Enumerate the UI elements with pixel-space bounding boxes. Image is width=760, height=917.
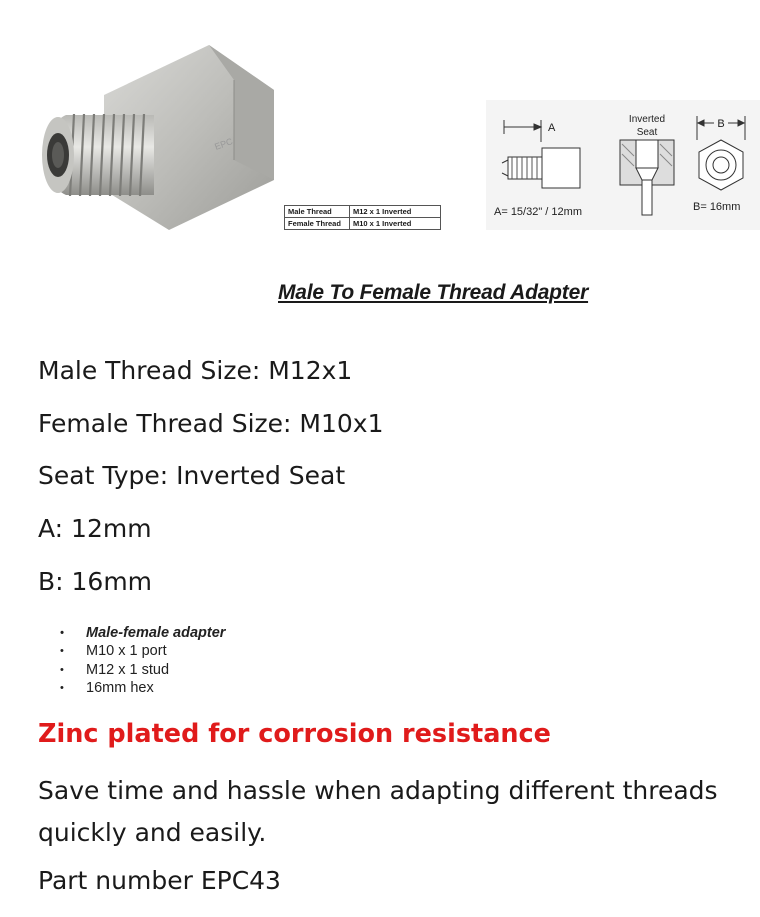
b-value: B= 16mm — [693, 201, 741, 213]
female-thread-spec: Female Thread Size: M10x1 — [38, 409, 384, 438]
table-row — [285, 206, 441, 218]
list-item: • M12 x 1 stud — [60, 661, 225, 679]
a-label: A — [548, 122, 556, 134]
a-value: A= 15/32" / 12mm — [494, 206, 582, 218]
side-view-icon — [502, 148, 580, 188]
feature-list — [60, 624, 225, 697]
male-thread-spec: Male Thread Size: M12x1 — [38, 356, 353, 385]
list-item: • 16mm hex — [60, 679, 225, 697]
thread-spec-table — [284, 205, 441, 230]
description-text: Save time and hassle when adapting different threads quickly and easily. — [38, 776, 718, 847]
adapter-photo — [34, 40, 284, 235]
seat-label-line1: Inverted — [628, 114, 666, 125]
dimension-diagram — [486, 100, 760, 230]
thread-stud — [42, 114, 154, 196]
zinc-plated-headline: Zinc plated for corrosion resistance — [38, 719, 551, 749]
table-cell: M10 x 1 Inverted — [350, 218, 441, 230]
b-label: B — [717, 118, 725, 130]
table-cell: Male Thread — [285, 206, 350, 218]
table-cell: M12 x 1 Inverted — [350, 206, 441, 218]
a-dimension — [504, 120, 541, 142]
seat-label-line2: Seat — [636, 127, 658, 138]
b-dimension-spec: B: 16mm — [38, 567, 153, 596]
inverted-seat-icon — [620, 140, 674, 215]
svg-text:EPC: EPC — [213, 136, 235, 152]
table-row — [285, 218, 441, 230]
hex-end-icon — [699, 140, 743, 190]
part-number: Part number EPC43 — [38, 866, 281, 895]
list-item: • Male-female adapter — [60, 624, 225, 642]
a-dimension-spec: A: 12mm — [38, 514, 152, 543]
list-item: • M10 x 1 port — [60, 642, 225, 660]
table-cell: Female Thread — [285, 218, 350, 230]
page-title: Male To Female Thread Adapter — [278, 281, 589, 304]
seat-type-spec: Seat Type: Inverted Seat — [38, 461, 346, 490]
